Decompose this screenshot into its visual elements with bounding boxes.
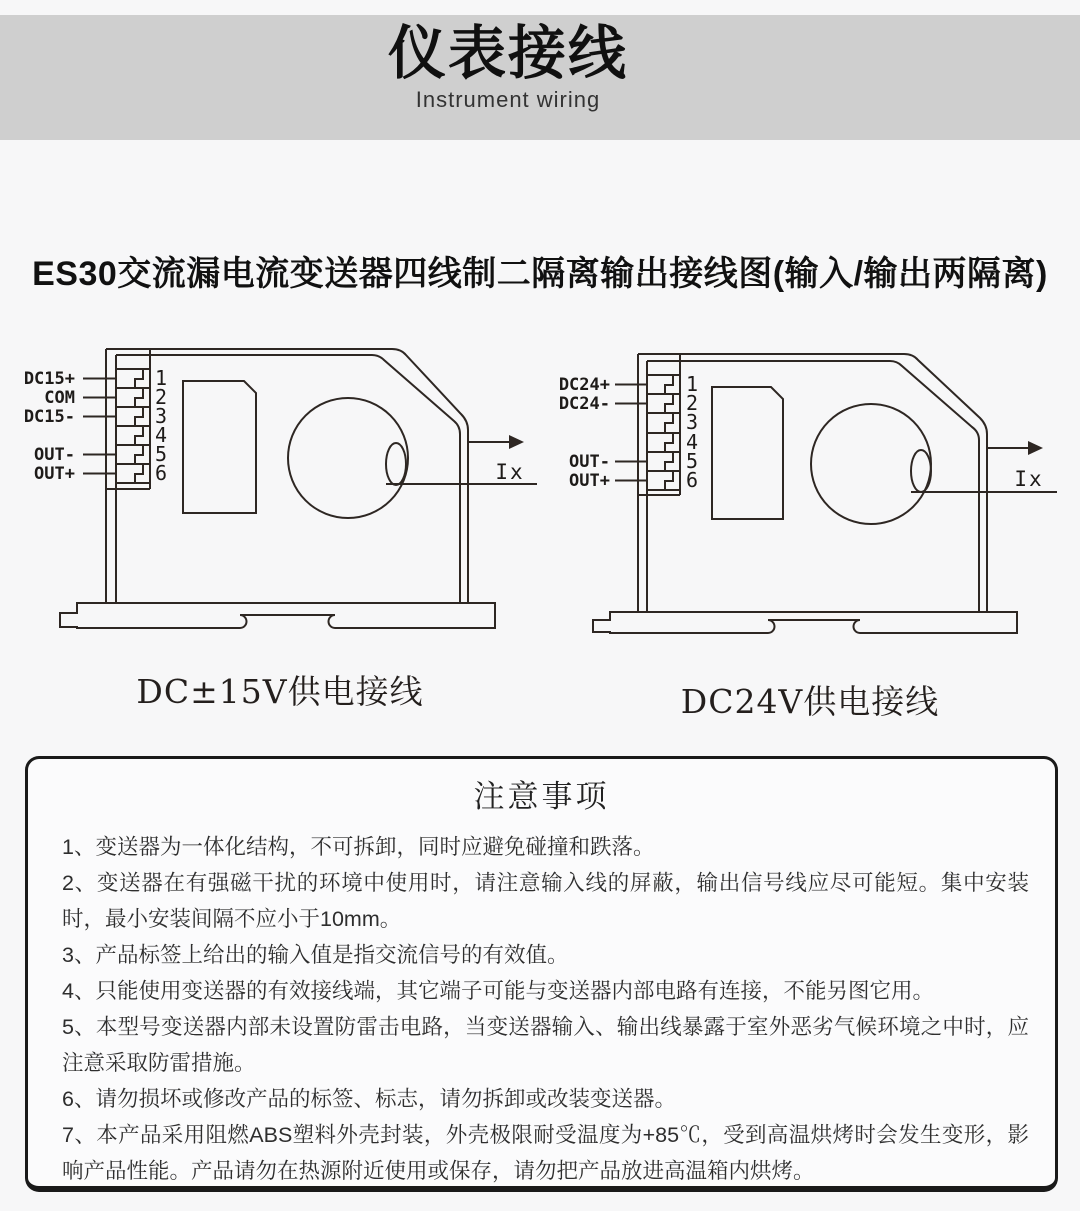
page-title: 仪表接线 bbox=[387, 21, 628, 86]
internal-component-rect bbox=[712, 387, 783, 519]
output-arrow bbox=[468, 435, 524, 449]
terminal-label-1: DC24+ bbox=[558, 375, 610, 395]
note-item-6: 6、请勿损坏或修改产品的标签、标志，请勿拆卸或改装变送器。 bbox=[62, 1087, 676, 1111]
terminal-number-3: 3 bbox=[686, 410, 699, 434]
terminal-labels bbox=[559, 375, 610, 491]
terminal-number-5: 5 bbox=[155, 442, 168, 466]
wiring-diagram-dc15 bbox=[20, 330, 540, 642]
note-item-4: 4、只能使用变送器的有效接线端，其它端子可能与变送器内部电路有连接，不能另图它用。 bbox=[62, 979, 934, 1003]
notes-box bbox=[25, 756, 1058, 1192]
section-title: ES30交流漏电流变送器四线制二隔离输出接线图(输入/输出两隔离) bbox=[32, 255, 1048, 293]
wiring-diagram-dc15-svg bbox=[20, 330, 540, 642]
din-rail-base bbox=[60, 603, 495, 628]
terminal-numbers bbox=[155, 366, 167, 485]
wire-pass-hole bbox=[386, 443, 406, 485]
terminal-number-3: 3 bbox=[155, 404, 168, 428]
terminal-numbers bbox=[686, 372, 698, 492]
terminal-number-4: 4 bbox=[155, 423, 168, 447]
note-item-3: 3、产品标签上给出的输入值是指交流信号的有效值。 bbox=[62, 943, 569, 967]
terminal-number-2: 2 bbox=[686, 391, 699, 415]
page-subtitle: Instrument wiring bbox=[415, 87, 601, 112]
terminal-number-2: 2 bbox=[155, 385, 168, 409]
terminal-label-6: OUT+ bbox=[569, 471, 610, 491]
caption-dc24: DC24V供电接线 bbox=[680, 682, 940, 721]
terminal-number-1: 1 bbox=[155, 366, 168, 390]
header-text-block bbox=[0, 23, 1048, 113]
terminal-number-6: 6 bbox=[155, 461, 168, 485]
caption-dc15: DC±15V供电接线 bbox=[136, 672, 424, 711]
terminal-labels bbox=[24, 369, 75, 484]
terminal-label-5: OUT- bbox=[34, 445, 75, 465]
current-label-ix: Ix bbox=[495, 460, 525, 484]
note-item-2: 2、变送器在有强磁干扰的环境中使用时，请注意输入线的屏蔽，输出信号线应尽可能短。集中安装时，最小安装间隔不应小于10mm。 bbox=[62, 871, 1029, 931]
terminal-label-3: DC15- bbox=[23, 407, 75, 427]
terminal-label-2: DC24- bbox=[558, 394, 610, 414]
toroid-hole bbox=[288, 398, 408, 518]
terminal-label-6: OUT+ bbox=[34, 464, 75, 484]
terminal-number-5: 5 bbox=[686, 449, 699, 473]
notes-title: 注意事项 bbox=[473, 779, 610, 814]
terminal-number-6: 6 bbox=[686, 468, 699, 492]
terminal-label-1: DC15+ bbox=[23, 369, 75, 389]
terminal-number-1: 1 bbox=[686, 372, 699, 396]
wire-pass-hole bbox=[911, 450, 931, 492]
wiring-diagram-dc24-svg bbox=[540, 330, 1080, 648]
header-band bbox=[0, 15, 1080, 140]
note-item-5: 5、本型号变送器内部未设置防雷击电路，当变送器输入、输出线暴露于室外恶劣气候环境之中时，应注意采取防雷措施。 bbox=[62, 1015, 1029, 1075]
wiring-diagram-dc24 bbox=[540, 330, 1080, 648]
note-item-1: 1、变送器为一体化结构，不可拆卸，同时应避免碰撞和跌落。 bbox=[62, 835, 655, 859]
terminal-label-2: COM bbox=[44, 388, 75, 408]
internal-component-rect bbox=[183, 381, 256, 513]
terminal-label-5: OUT- bbox=[569, 452, 610, 472]
output-arrow bbox=[987, 441, 1043, 455]
din-rail-base bbox=[593, 612, 1017, 633]
toroid-hole bbox=[811, 404, 931, 524]
current-label-ix: Ix bbox=[1014, 467, 1044, 491]
notes-body bbox=[28, 816, 1055, 1189]
terminal-number-4: 4 bbox=[686, 430, 699, 454]
note-item-7: 7、本产品采用阻燃ABS塑料外壳封装，外壳极限耐受温度为+85℃，受到高温烘烤时会发生变形，影响产品性能。产品请勿在热源附近使用或保存，请勿把产品放进高温箱内烘烤。 bbox=[62, 1123, 1029, 1183]
